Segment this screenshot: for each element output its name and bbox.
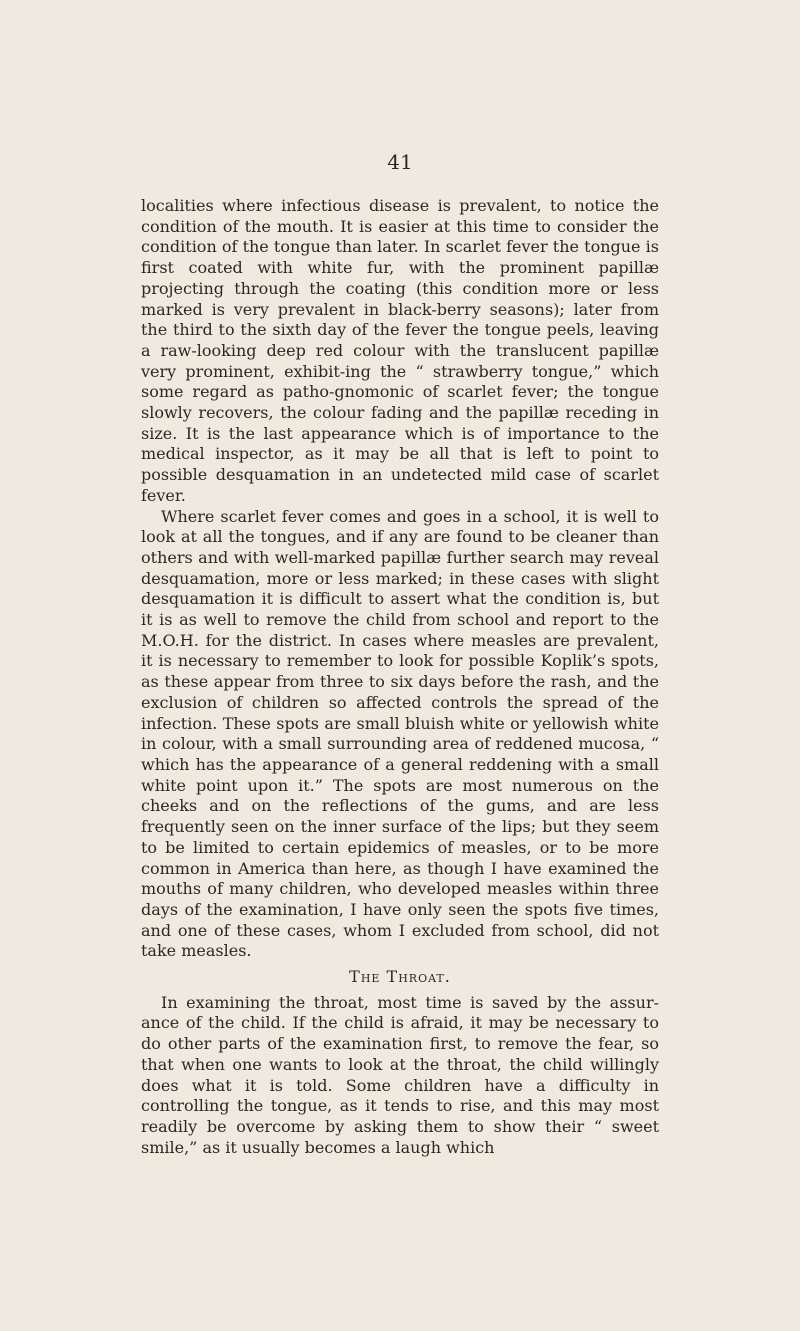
body-text xyxy=(141,196,659,1158)
paragraph-scarlet-fever-and-measles: Where scarlet fever comes and goes in a school, it is well to look at all the tongues, and if any are found to be cleaner than others and with well-marked papillæ further search may reveal desquamation, more or less marked; in these cases with slight desquamation it is difficult to assert what the condition is, but it is as well to remove the child from school and report to the M.O.H. for the district. In cases where measles are prevalent, it is necessary to remember to look for possible Koplik’s spots, as these appear from three to six days before the rash, and the exclusion of children so affected controls the spread of the infection. These spots are small bluish white or yellowish white in colour, with a small surrounding area of reddened mucosa, “ which has the appearance of a general reddening with a small white point upon it.” The spots are most numerous on the cheeks and on the reflections of the gums, and are less frequently seen on the inner surface of the lips; but they seem to be limited to certain epidemics of measles, or to be more common in America than here, as though I have examined the mouths of many children, who developed measles within three days of the examination, I have only seen the spots five times, and one of these cases, whom I excluded from school, did not take measles. xyxy=(141,506,659,961)
section-heading-throat: The Throat. xyxy=(349,967,451,987)
paragraph-mouth-examination: localities where infectious disease is prevalent, to notice the condition of the mouth. It is easier at this time to consider the condition of the tongue than later. In scarlet fever the tongue is first coated with white fur, with the prominent papillæ projecting through the coating (this condition more or less marked is very prevalent in black-berry seasons); later from the third to the sixth day of the fever the tongue peels, leaving a raw-looking deep red colour with the translucent papillæ very prominent, exhibit-ing the “ strawberry tongue,” which some regard as patho-gnomonic of scarlet fever; the tongue slowly recovers, the colour fading and the papillæ receding in size. It is the last appearance which is of importance to the medical inspector, as it may be all that is left to point to possible desquamation in an undetected mild case of scarlet fever. xyxy=(141,196,659,505)
paragraph-throat-examination: In examining the throat, most time is saved by the assur-ance of the child. If the child is afraid, it may be necessary to do other parts of the examination first, to remove the fear, so that when one wants to look at the throat, the child willingly does what it is told. Some children have a difficulty in controlling the tongue, as it tends to rise, and this may most readily be overcome by asking them to show their “ sweet smile,” as it usually becomes a laugh which xyxy=(141,992,659,1157)
page-number: 41 xyxy=(387,150,413,174)
